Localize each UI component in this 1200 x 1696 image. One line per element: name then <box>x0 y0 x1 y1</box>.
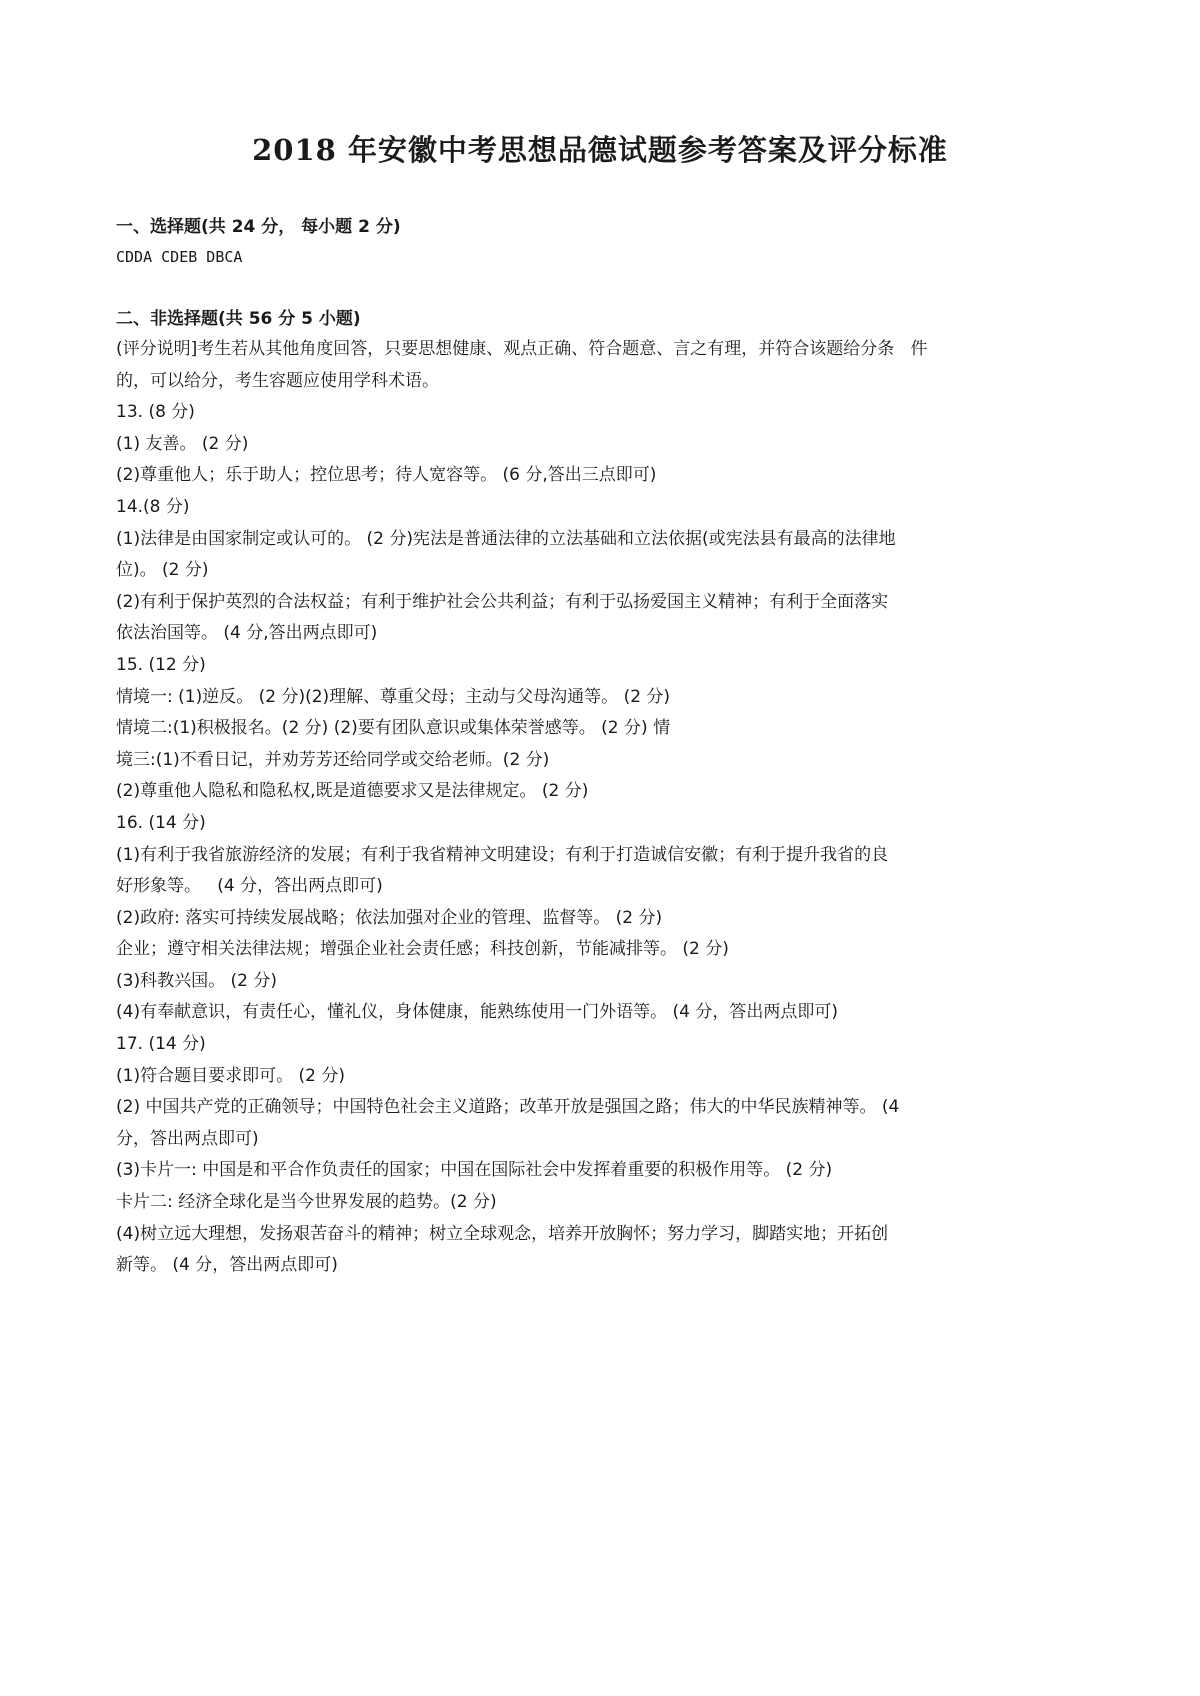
section-1-heading: 一、选择题(共 24 分， 每小题 2 分) <box>116 217 401 237</box>
text-line: (2)有利于保护英烈的合法权益；有利于维护社会公共利益；有利于弘扬爱国主义精神；有利于全面落实 <box>116 591 889 612</box>
section-2-heading: 二、非选择题(共 56 分 5 小题) <box>116 309 361 329</box>
text-line: (2)政府: 落实可持续发展战略；依法加强对企业的管理、监督等。 (2 分) <box>116 907 663 928</box>
text-line: (3)科教兴国。 (2 分) <box>116 970 277 991</box>
question-16-header: 16. (14 分) <box>116 812 206 833</box>
text-line: 情境一: (1)逆反。 (2 分)(2)理解、尊重父母；主动与父母沟通等。 (2 分) <box>116 686 671 707</box>
text-line: 新等。 (4 分，答出两点即可) <box>116 1255 338 1276</box>
text-line: 分，答出两点即可) <box>116 1128 259 1149</box>
text-line: 卡片二: 经济全球化是当今世界发展的趋势。(2 分) <box>116 1192 497 1213</box>
page-title: 2018 年安徽中考思想品德试题参考答案及评分标准 <box>252 133 948 167</box>
choice-answers: CDDA CDEB DBCA <box>116 248 243 266</box>
text-line: (1)符合题目要求即可。 (2 分) <box>116 1065 345 1086</box>
text-line: (2)尊重他人；乐于助人；控位思考；待人宽容等。 (6 分,答出三点即可) <box>116 465 657 486</box>
text-line: (2) 中国共产党的正确领导；中国特色社会主义道路；改革开放是强国之路；伟大的中华民族精神等。 (4 <box>116 1097 900 1118</box>
question-14-header: 14.(8 分) <box>116 496 190 517</box>
text-line: (3)卡片一: 中国是和平合作负责任的国家；中国在国际社会中发挥着重要的积极作用等。 (2 分) <box>116 1160 833 1181</box>
text-line: (1)法律是由国家制定或认可的。 (2 分)宪法是普通法律的立法基础和立法依据(或宪法县有最高的法律地 <box>116 528 896 549</box>
text-line: (2)尊重他人隐私和隐私权,既是道德要求又是法律规定。 (2 分) <box>116 781 589 802</box>
text-line: 情境二:(1)积极报名。(2 分) (2)要有团队意识或集体荣誉感等。 (2 分) 情 <box>116 718 671 739</box>
text-line: 依法治国等。 (4 分,答出两点即可) <box>116 623 378 644</box>
text-line: (1)有利于我省旅游经济的发展；有利于我省精神文明建设；有利于打造诚信安徽；有利于提升我省的良 <box>116 844 889 865</box>
text-line: 境三:(1)不看日记，并劝芳芳还给同学或交给老师。(2 分) <box>116 749 550 770</box>
question-15-header: 15. (12 分) <box>116 654 206 675</box>
question-13-header: 13. (8 分) <box>116 402 195 423</box>
text-line: (4)有奉献意识，有责任心，懂礼仪，身体健康，能熟练使用一门外语等。 (4 分，答出两点即可) <box>116 1002 838 1023</box>
text-line: (评分说明]考生若从其他角度回答，只要思想健康、观点正确、符合题意、言之有理，并符合该题给分条 件 <box>116 339 928 359</box>
text-line: (1) 友善。 (2 分) <box>116 433 249 454</box>
text-line: 的，可以给分，考生容题应使用学科术语。 <box>116 370 439 391</box>
text-line: 位)。 (2 分) <box>116 560 209 581</box>
text-line: (4)树立远大理想，发扬艰苦奋斗的精神；树立全球观念，培养开放胸怀；努力学习，脚踏实地；开拓创 <box>116 1223 889 1244</box>
question-17-header: 17. (14 分) <box>116 1034 206 1055</box>
document-body <box>116 212 1096 1282</box>
text-line: 好形象等。 (4 分，答出两点即可) <box>116 876 383 897</box>
section-2-lines <box>116 334 1096 1282</box>
text-line: 企业；遵守相关法律法规；增强企业社会责任感；科技创新，节能减排等。 (2 分) <box>116 939 729 960</box>
